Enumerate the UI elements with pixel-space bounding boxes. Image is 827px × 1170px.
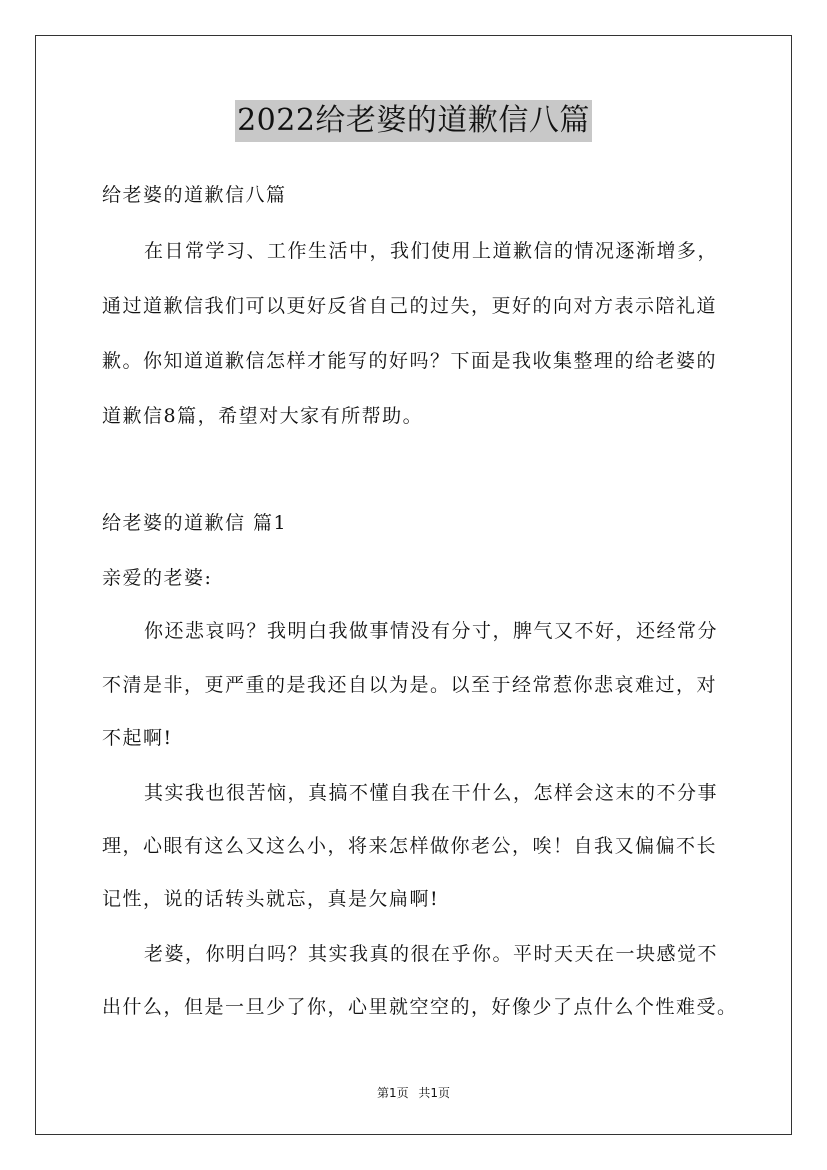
- body-line: 其实我也很苦恼，真搞不懂自我在干什么，怎样会这末的不分事: [144, 782, 719, 804]
- intro-line: 通过道歉信我们可以更好反省自己的过失，更好的向对方表示陪礼道: [102, 295, 718, 317]
- page-total: 共1页: [418, 1086, 451, 1100]
- intro-line: 道歉信8篇，希望对大家有所帮助。: [102, 405, 424, 427]
- body-line: 你还悲哀吗？我明白我做事情没有分寸，脾气又不好，还经常分: [144, 620, 719, 642]
- section-heading: 给老婆的道歉信 篇1: [102, 512, 288, 534]
- body-line: 出什么，但是一旦少了你，心里就空空的，好像少了点什么个性难受。: [102, 996, 738, 1018]
- page-number: 第1页: [376, 1086, 409, 1100]
- intro-line: 在日常学习、工作生活中，我们使用上道歉信的情况逐渐增多，: [144, 240, 719, 262]
- document-title: 2022给老婆的道歉信八篇: [235, 100, 592, 142]
- body-line: 记性，说的话转头就忘，真是欠扁啊!: [102, 888, 440, 910]
- salutation: 亲爱的老婆:: [102, 567, 213, 589]
- body-line: 不清是非，更严重的是我还自以为是。以至于经常惹你悲哀难过，对: [102, 674, 718, 696]
- page-footer: [0, 1084, 827, 1101]
- body-line: 老婆，你明白吗？其实我真的很在乎你。平时天天在一块感觉不: [144, 943, 719, 965]
- subtitle: 给老婆的道歉信八篇: [102, 184, 287, 206]
- body-line: 不起啊!: [102, 727, 173, 749]
- body-line: 理，心眼有这么又这么小，将来怎样做你老公，唉！自我又偏偏不长: [102, 835, 718, 857]
- intro-line: 歉。你知道道歉信怎样才能写的好吗？下面是我收集整理的给老婆的: [102, 350, 718, 372]
- title-wrap: [0, 100, 827, 142]
